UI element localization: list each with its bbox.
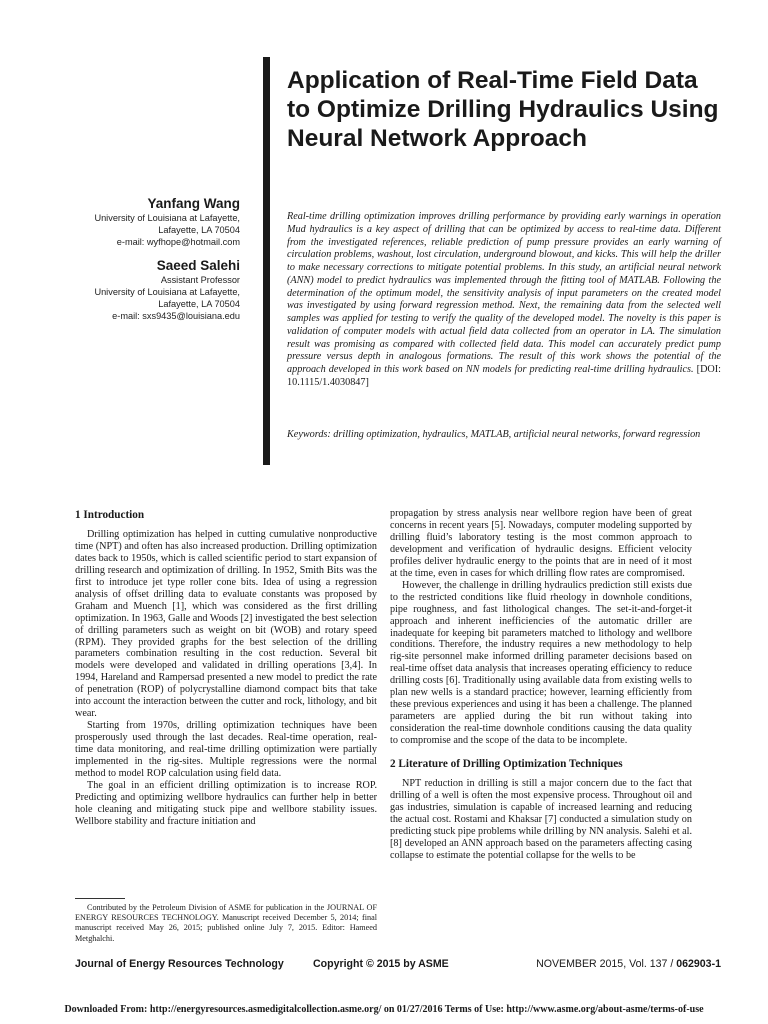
download-notice: Downloaded From: http://energyresources.asmedigitalcollection.asme.org/ on 01/27/2016 Terms of Use: http://www.asme.org/about-asme/terms-of-use (64, 1004, 704, 1015)
paragraph: Starting from 1970s, drilling optimization techniques have been prosperously used through the last decades. Real-time operation, real-time data monitoring, and real-time drilling optimization were partially implemented in the rig-sites. Multiple regressions were the normal method to model ROP calculation using field data. (75, 720, 377, 780)
abstract-text: Real-time drilling optimization improves drilling performance by providing early warnings in operation Mud hydraulics is a key aspect of drilling that can be optimized by access to real-time data. Different from the investigated references, reliable prediction of pump pressure provides an early warning of circulation problems, washout, lost circulation, underground blowout, and kicks. This will help the driller to make necessary corrections to mitigate potential problems. In this study, an artificial neural network (ANN) model to predict hydraulics was implemented through the fitting tool of MATLAB. Following the determination of the optimum model, the sensitivity analysis of input parameters on the created model was investigated by using forward regression method. Next, the remaining data from the selected well samples was applied for testing to verify the quality of the developed model. The novelty is this paper is validation of computer models with actual field data collected from an operator in LA. The simulation result was promising as compared with collected field data. This model can accurately predict pump pressure versus depth in analogous formations. The result of this work shows the potential of the approach developed in this work based on NN models for predicting real-time drilling hydraulics. (287, 211, 721, 375)
author-name: Saeed Salehi (156, 258, 240, 273)
author-affiliation: University of Louisiana at Lafayette, (94, 287, 240, 297)
issue-info (536, 958, 721, 970)
title-divider-bar (263, 57, 270, 465)
paragraph: However, the challenge in drilling hydraulics prediction still exists due to the restricted conditions like fluid rheology in downhole conditions, pipe roughness, and fast lithological changes. The set-it-and-forget-it approach and inherent inefficiencies of the automatic driller are inadequate for keeping bit parameters matched to lithology and wellbore conditions. Therefore, the industry requires a new methodology to help rig-site personnel make informed drilling parameter decisions based on real-time offset data analysis that increases operating efficiency to reduce drilling costs [6]. Traditionally using available data from existing wells to plan new wells is a standard practice; however, learning efficiently from these previous experiences and using it has been a challenge. The planned parameters are applied during the bit run without taking into consideration the real-time downhole conditions causing the data quality to compromise and the scope of the data to be incomplete. (390, 579, 692, 747)
author-address: Lafayette, LA 70504 (158, 299, 240, 309)
issue-date: NOVEMBER 2015, Vol. 137 / (536, 958, 674, 970)
keywords: Keywords: drilling optimization, hydraulics, MATLAB, artificial neural networks, forward regression (287, 429, 701, 440)
paragraph: propagation by stress analysis near wellbore region have been of great concerns in recent years [5]. Nowadays, computer modeling supported by drilling fluid’s laboratory testing is the most common approach to development and verification of hydraulic designs. Efficient velocity profiles deliver hydraulic energy to the points that are in need of it most at the time, even in cases for which drilling flow rates are compromised. (390, 508, 692, 579)
paper-title: Application of Real-Time Field Data to Optimize Drilling Hydraulics Using Neural Network Approach (287, 67, 719, 152)
paragraph: The goal in an efficient drilling optimization is to increase ROP. Predicting and optimizing wellbore hydraulics can further help in better hole cleaning and mitigating stuck pipe and wellbore stability issues. Wellbore stability and fracture initiation and (75, 779, 377, 827)
page-number: 062903-1 (676, 958, 721, 970)
author-block (30, 196, 240, 322)
author-address: Lafayette, LA 70504 (158, 225, 240, 235)
journal-name: Journal of Energy Resources Technology (75, 958, 284, 970)
footnote-rule (75, 898, 125, 899)
author-position: Assistant Professor (160, 275, 240, 285)
paragraph: NPT reduction in drilling is still a major concern due to the fact that drilling of a well is often the most expensive process. Throughout oil and gas industries, simulation is capable of increased learning and reducing the actual cost. Rostami and Khaksar [7] conducted a simulation study on predicting stuck pipe problems while drilling by NN analysis. Salehi et al. [8] developed an ANN approach based on the parameters affecting casing collapse to estimate the potential collapse for the wells to be (390, 778, 692, 861)
column-right (390, 508, 692, 862)
abstract (287, 211, 721, 390)
doi: [DOI: 10.1115/1.4030847] (287, 364, 722, 388)
author-affiliation: University of Louisiana at Lafayette, (94, 213, 240, 223)
author-email: e-mail: wyfhope@hotmail.com (116, 237, 240, 247)
section-heading: 1 Introduction (75, 509, 145, 521)
column-left (75, 508, 377, 828)
section-heading: 2 Literature of Drilling Optimization Techniques (390, 758, 623, 771)
author-email: e-mail: sxs9435@louisiana.edu (112, 311, 240, 321)
author-name: Yanfang Wang (147, 196, 240, 211)
paragraph: Drilling optimization has helped in cutting cumulative nonproductive time (NPT) and often has also increased production. Drilling optimization dates back to 1950s, which is called scientific period to start expansion of drilling research and optimization of drilling. In 1952, Smith Bits was the first to introduce jet type roller cone bits. Idea of using a regression analysis of offset drilling data to evaluate constants was proposed by Graham and Muench [1], which was considered as the first drilling optimization. In 1963, Galle and Woods [2] investigated the best selection of drilling parameters such as weight on bit (WOB) and rotary speed (RPM). They provided graphs for the best selection of the drilling parameters combination resulting in the cost reduction. Several bit models were developed and validated in drilling operations [3,4]. In 1994, Hareland and Rampersad presented a new model to predict the rate of penetration (ROP) of polycrystalline diamond compact bits that take into account the interaction between the cutter and rock, lithology, and bit wear. (75, 528, 377, 720)
footnote: Contributed by the Petroleum Division of ASME for publication in the JOURNAL OF ENERGY RESOURCES TECHNOLOGY. Manuscript received December 5, 2014; final manuscript received May 26, 2015; published online July 7, 2015. Editor: Hameed Metghalchi. (75, 903, 377, 943)
copyright: Copyright © 2015 by ASME (313, 958, 449, 970)
